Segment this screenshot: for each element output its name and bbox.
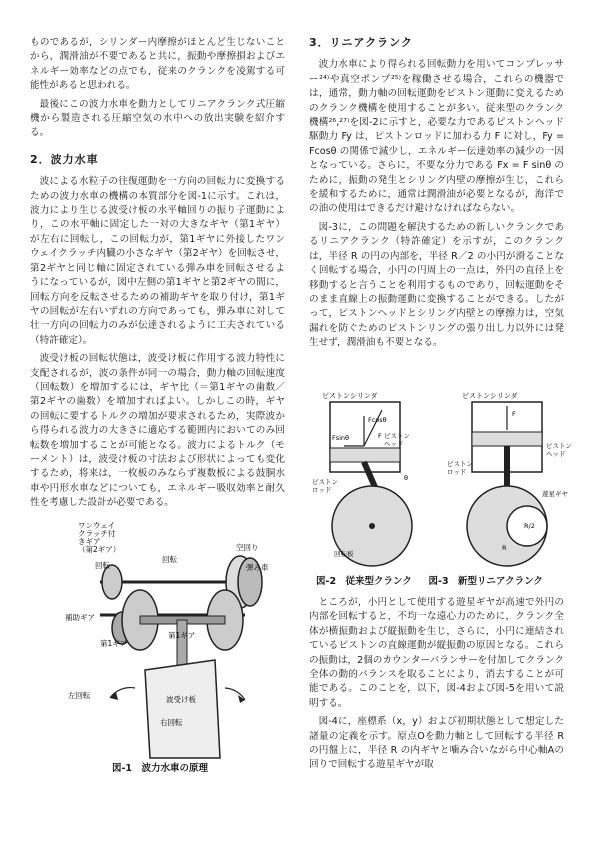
- label-line: ロッド: [312, 486, 332, 494]
- figures-2-3-caption: [312, 573, 572, 587]
- rotation-label-left: 回転: [95, 561, 110, 570]
- fig2-f-label: F: [378, 432, 382, 440]
- figure-2-caption: 図-2 従来型クランク: [316, 576, 412, 587]
- intro-paragraph: 最後にこの波力水車を動力としてリニアクランク式圧縮機から製造される圧縮空気の水中への放出実験を紹介する。: [30, 98, 285, 139]
- figure-1: [40, 520, 280, 775]
- fig2-cylinder-label: ピストンシリンダ: [322, 392, 378, 400]
- fig2-disk-label: 回転板: [334, 550, 354, 558]
- section-2-heading: 2．波力水車: [30, 152, 99, 166]
- left-column: [30, 36, 285, 515]
- fig3-piston-head: [472, 432, 542, 446]
- label-line: クラッチ付: [78, 529, 116, 538]
- label-line: ピストン: [546, 442, 572, 450]
- intro-paragraph: ものであるが，シリンダー内摩擦がほとんど生じないことから，潤滑油が不要であると共に，振動や摩擦損およびエネルギー効率などの点でも，従来のクランクを凌駕する可能性があると思われる。: [30, 37, 285, 92]
- figure-1-caption: 図-1 波力水車の原理: [111, 763, 209, 774]
- label-line: ヘッド: [546, 450, 566, 458]
- figure-1-diagram: [40, 520, 280, 760]
- wave-plate-label: 波受け板: [166, 695, 196, 704]
- right-column: [309, 36, 564, 355]
- fig3-planet-label: 遊星ギヤ: [542, 490, 568, 498]
- label-line: きギア: [78, 537, 101, 546]
- fig3-r2-label: R/2: [524, 522, 535, 530]
- label-line: ピストン: [312, 478, 338, 486]
- air-rotation-label: 空回り: [236, 543, 259, 552]
- right-column-continued: [309, 596, 564, 777]
- fig2-center: [369, 523, 375, 529]
- left-rotation-label: 左回転: [68, 691, 91, 700]
- section-2-paragraph: 波受け板の回転状態は，波受け板に作用する波力特性に支配されるが，波の条件が同一の場合，動力軸の回転速度（回転数）を増加するには，ギヤ比（＝第1ギヤの歯数／第2ギヤの歯数）を増加すればよい。しかしこの時，ギヤの回転に要するトルクの増加が要求されるため，実際波から得られる波力の大きさに適応する範囲内においてのみ回転数を増加することが可能となる。波力によるトルク（モーメント）は，波受け板の寸法および形状によっても変化するため，将来は，一枚板のみならず複数板による鼓胴水車や円形水車などについても，エネルギー吸収効率と耐久性を考慮した設計が必要である。: [30, 353, 285, 509]
- fig2-head-label: [384, 432, 410, 448]
- fig3-rod-label: [447, 460, 473, 476]
- label-line: ワンウェイ: [78, 521, 116, 530]
- section-3-heading: 3．リニアクランク: [309, 36, 413, 49]
- label-line: （第2ギア）: [78, 545, 121, 554]
- figures-2-3-diagram: [312, 388, 572, 573]
- fig3-f-label: F: [512, 410, 516, 418]
- fig3-r-label: R: [502, 544, 507, 552]
- right-rotation-label: 右回転: [160, 718, 183, 727]
- flywheel-label: 弾み車: [246, 563, 269, 572]
- fig2-theta-label: θ: [404, 474, 408, 482]
- fig3-cylinder-label: ピストンシリンダ: [462, 392, 518, 400]
- after-figure-paragraph: ところが，小円として使用する遊星ギヤが高速で外円の内部を回転すると，不均一な遠心力のために，クランク全体が横振動および縦振動を生じ，さらに，小円に連結されているピストンの直線運動が縦振動の原因となる。これらの振動は，2個のカウンターバランサーを付加してクランク全体の動的バランスを取ることにより，消去することが可能である。このことを，以下，図-4および図-5を用いて説明する。: [309, 597, 564, 709]
- section-3-paragraph: 図-3に，この問題を解決するための新しいクランクであるリニアクランク（特許確定）を示すが，このクランクは，半径 R の円の内部を，半径 R／2 の小円が滑ることなく回転する場合，小円の円周上の一点は，外円の直径上を移動すると言うことを利用するものであり，回転運動をそのまま直線上の振動運動に変換することができる。したがって，ピストンヘッドとシリング内壁との摩擦力は，空気漏れを防ぐためのピストンリングの張り出し力以外には発生せず，潤滑油も不要となる。: [309, 221, 564, 349]
- aux-gear-label: 補助ギア: [65, 613, 95, 622]
- label-line: ヘッド: [384, 440, 404, 448]
- after-figure-paragraph: 図-4に，座標系（x，y）および初期状態として想定した諸量の定義を示す。原点Oを動力軸として回転する半径 R の円盤上に，半径 R の内ギヤと噛み合いながら中心軸Aの回りで回転する遊星ギヤが取: [309, 716, 564, 771]
- figure-3-caption: 図-3 新型リニアクランク: [428, 576, 543, 587]
- label-line: ロッド: [447, 468, 467, 476]
- wave-plate-shape: [145, 660, 220, 758]
- one-way-clutch-label: [78, 521, 120, 554]
- figures-2-3: [312, 388, 572, 588]
- second-gear-shape: [102, 565, 122, 599]
- fig2-fcos-label: Fcosθ: [368, 416, 387, 424]
- section-3-paragraph: 波力水車により得られる回転動力を用いてコンプレッサー²⁴⁾や真空ポンプ²⁵⁾を稼働させる場合，これらの機器では，通常，動力軸の回転運動をピストン運動に変えるためのクランク機構を使用することが多い。従来型のクランク機構²⁶,²⁷⁾を図-2に示すと，必要な力であるピストンヘッド駆動力 Fy は，ピストンロッドに加わる力 F に対し，Fy = Fcosθ の関係で減少し，エネルギー伝達効率の減少の一因となっている。さらに，不要な分力である Fx = F sinθ のために，振動の発生とシリング内壁の摩擦が生じ，これらを緩和するために，通常は潤滑油が必要となるが，海洋での油の使用はできるだけ避けなければならない。: [309, 59, 564, 215]
- fig2-rod-label: [312, 478, 338, 494]
- fig2-piston-head: [330, 448, 400, 462]
- fig3-head-label: [546, 442, 572, 458]
- fig2-fsin-label: Fsinθ: [332, 434, 350, 442]
- first-gear-right-label: 第1ギア: [168, 631, 196, 640]
- label-line: ピストン: [447, 460, 473, 468]
- rotation-label-mid: 回転: [162, 555, 177, 564]
- first-gear-left-label: 第1ギア: [100, 639, 128, 648]
- section-2-paragraph: 波による水粒子の往復運動を一方向の回転力に変換するための波力水車の機構の本質部分を図-1に示す。これは，波力により生じる波受け板の水平軸回りの振り子運動により，この水平軸に固定した一対の大きなギヤ（第1ギヤ）が左右に回転し，この回転力が，第1ギヤに外接したワンウェイクラッチ内臓の小さなギヤ（第2ギヤ）を回転させ，第2ギヤと同じ軸に固定されている弾み車を回転させるようになっているが，図中左側の第1ギヤと第2ギヤの間に，回転方向を反転させるための補助ギヤを取り付け，第1ギヤの回転が左右いずれの方向であっても，弾み車に対して壮一方向の回転力のみが伝達されるように工夫されている（特許確定）。: [30, 176, 285, 346]
- label-line: ピストン: [384, 432, 410, 440]
